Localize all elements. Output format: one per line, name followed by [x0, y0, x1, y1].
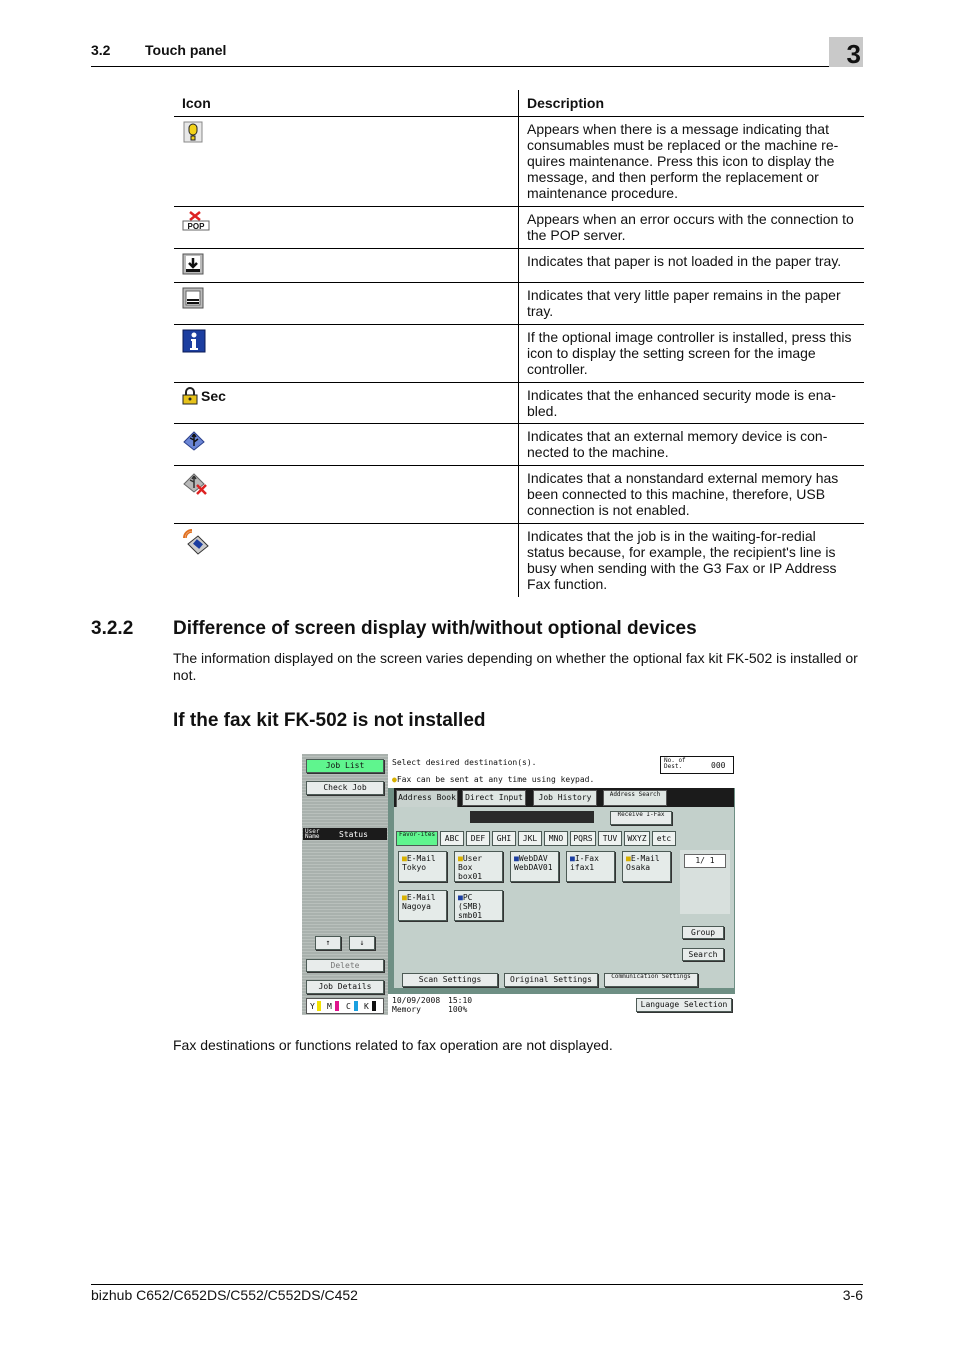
table-row — [174, 207, 864, 249]
security-mode-label: Sec — [201, 388, 226, 404]
footer-model: bizhub C652/C652DS/C552/C552DS/C452 — [91, 1287, 358, 1303]
footer-rule — [91, 1284, 863, 1285]
scroll-up-button[interactable]: ↑ — [315, 936, 341, 950]
index-abc-button[interactable]: ABC — [440, 831, 464, 846]
table-row — [174, 383, 864, 424]
table-cell-description: Indicates that a nonstandard external memory has been connected to this machine, therefore, USB connection is not enabled. — [519, 466, 865, 524]
email-icon: ■ — [626, 854, 631, 863]
index-pqrs-button[interactable]: PQRS — [570, 831, 596, 846]
table-cell-description: Appears when there is a message indicating that consumables must be replaced or the machine re-quires maintenance. Press this icon to display the message, and then perform the replacement or maintenance procedure. — [519, 117, 865, 207]
webdav-icon: ■ — [514, 854, 519, 863]
table-cell-description: Indicates that an external memory device is con-nected to the machine. — [519, 424, 865, 466]
index-jkl-button[interactable]: JKL — [518, 831, 542, 846]
table-cell-description: Indicates that paper is not loaded in the paper tray. — [519, 249, 865, 283]
page-indicator: 1/ 1 — [684, 854, 726, 868]
table-row — [174, 249, 864, 283]
destination-button[interactable] — [622, 851, 671, 882]
check-job-button[interactable]: Check Job — [306, 781, 384, 795]
pop-error-icon — [182, 211, 210, 233]
maintenance-alert-icon — [182, 121, 204, 143]
table-row — [174, 325, 864, 383]
toner-k-label: K — [364, 1002, 369, 1011]
table-row — [174, 466, 864, 524]
scroll-down-button[interactable]: ↓ — [349, 936, 375, 950]
svg-text:POP: POP — [187, 222, 205, 231]
column-user-name: User Name — [305, 828, 320, 840]
status-memory-label: Memory — [392, 1005, 421, 1014]
header-section-number: 3.2 — [91, 42, 111, 58]
section-number: 3.2.2 — [91, 618, 134, 639]
destination-name: WebDAV01 — [514, 863, 553, 872]
status-memory-value: 100% — [448, 1005, 468, 1014]
status-bar — [388, 994, 735, 1015]
page-navigation — [680, 850, 730, 914]
section-title: Difference of screen display with/without optional devices — [173, 618, 697, 639]
message-line-1: Select desired destination(s). — [392, 758, 537, 767]
left-job-panel — [302, 754, 388, 1015]
destination-button[interactable] — [454, 851, 503, 882]
table-cell-description: Indicates that the enhanced security mode is ena-bled. — [519, 383, 865, 424]
destination-count-label: No. of Dest. — [664, 757, 686, 770]
message-area — [388, 754, 735, 788]
tab-address-book[interactable]: Address Book — [396, 790, 458, 809]
table-row — [174, 117, 864, 207]
ifax-icon: ■ — [570, 854, 575, 863]
receive-ifax-button[interactable]: Receive I-Fax — [610, 811, 672, 825]
section-intro: The information displayed on the screen varies depending on whether the optional fax kit FK-502 is installed or not. — [173, 650, 858, 683]
toner-y-bar — [317, 1001, 321, 1011]
tab-direct-input[interactable]: Direct Input — [462, 790, 526, 806]
destination-count: 000 — [711, 761, 726, 770]
chapter-number-badge: 3 — [829, 37, 863, 67]
running-header — [91, 42, 863, 67]
index-etc-button[interactable]: etc — [652, 831, 676, 846]
column-header-icon: Icon — [174, 90, 519, 117]
search-button[interactable]: Search — [682, 948, 724, 961]
table-row — [174, 424, 864, 466]
image-controller-info-icon — [182, 329, 206, 353]
destination-type: PC (SMB) — [458, 893, 483, 911]
destination-button[interactable] — [566, 851, 615, 882]
destination-name: Nagoya — [402, 902, 431, 911]
footer-page-number: 3-6 — [842, 1287, 863, 1303]
user-box-icon: ■ — [458, 854, 463, 863]
icon-description-table — [174, 90, 864, 597]
email-icon: ■ — [402, 854, 407, 863]
index-favorites-button[interactable]: Favor-ites — [396, 831, 438, 846]
language-selection-button[interactable]: Language Selection — [636, 998, 732, 1012]
column-status: Status — [339, 830, 368, 839]
group-button[interactable]: Group — [682, 926, 724, 939]
index-tuv-button[interactable]: TUV — [598, 831, 622, 846]
column-header-description: Description — [519, 90, 865, 117]
destination-button[interactable] — [398, 851, 447, 882]
paper-low-icon — [182, 287, 204, 309]
search-field[interactable] — [470, 811, 594, 823]
index-ghi-button[interactable]: GHI — [492, 831, 516, 846]
destination-type: I-Fax — [574, 854, 599, 863]
pc-smb-icon: ■ — [458, 893, 463, 902]
screenshot-caption: Fax destinations or functions related to fax operation are not displayed. — [173, 1037, 613, 1053]
table-cell-description: If the optional image controller is installed, press this icon to display the setting screen for the image controller. — [519, 325, 865, 383]
usb-memory-disabled-icon — [182, 470, 208, 496]
destination-counter — [660, 756, 734, 774]
destination-type: E-Mail — [630, 854, 660, 863]
job-details-button[interactable]: Job Details — [306, 980, 384, 994]
usb-memory-icon — [182, 428, 206, 452]
destination-button[interactable] — [510, 851, 559, 882]
toner-y-label: Y — [310, 1002, 315, 1011]
toner-m-bar — [335, 1001, 339, 1011]
fax-scan-screen — [388, 754, 735, 1015]
redial-wait-icon — [182, 528, 210, 556]
toner-c-label: C — [346, 1002, 351, 1011]
scan-settings-button[interactable]: Scan Settings — [402, 973, 498, 987]
table-header-row — [174, 90, 864, 117]
status-date: 10/09/2008 — [392, 996, 441, 1005]
destination-type: WebDAV — [518, 854, 548, 863]
destination-name: box01 — [458, 872, 483, 881]
communication-settings-button[interactable]: Communication Settings — [604, 973, 698, 987]
toner-c-bar — [354, 1001, 358, 1011]
subheading: If the fax kit FK-502 is not installed — [173, 710, 486, 731]
message-line-2 — [392, 775, 594, 784]
light-bulb-icon: ● — [392, 775, 397, 784]
destination-name: Tokyo — [402, 863, 427, 872]
destination-button[interactable] — [398, 890, 447, 921]
destination-button[interactable] — [454, 890, 503, 921]
index-wxyz-button[interactable]: WXYZ — [624, 831, 650, 846]
destination-name: ifax1 — [570, 863, 595, 872]
original-settings-button[interactable]: Original Settings — [504, 973, 598, 987]
security-mode-icon — [182, 387, 226, 405]
email-icon: ■ — [402, 893, 407, 902]
toner-m-label: M — [327, 1002, 332, 1011]
paper-empty-icon — [182, 253, 204, 275]
index-def-button[interactable]: DEF — [466, 831, 490, 846]
delete-button[interactable]: Delete — [306, 959, 384, 972]
table-cell-description: Indicates that very little paper remains in the paper tray. — [519, 283, 865, 325]
table-row — [174, 524, 864, 597]
tab-address-search[interactable]: Address Search — [603, 790, 667, 806]
job-list-header — [303, 828, 387, 840]
destination-type: E-Mail — [406, 893, 436, 902]
toner-k-bar — [372, 1001, 376, 1011]
control-panel-screenshot — [302, 754, 735, 1015]
index-mno-button[interactable]: MNO — [544, 831, 568, 846]
job-list-button[interactable]: Job List — [306, 759, 384, 773]
toner-level-indicator — [306, 998, 384, 1014]
header-section-title: Touch panel — [145, 42, 227, 58]
destination-name: Osaka — [626, 863, 651, 872]
status-time: 15:10 — [448, 996, 473, 1005]
destination-type: User Box — [458, 854, 483, 872]
table-cell-description: Indicates that the job is in the waiting-for-redial status because, for example, the recipient's line is busy when sending with the G3 Fax or IP Address Fax function. — [527, 528, 837, 592]
table-cell-description: Appears when an error occurs with the connection to the POP server. — [519, 207, 865, 249]
table-row — [174, 283, 864, 325]
message-line-2-text: Fax can be sent at any time using keypad. — [396, 775, 595, 784]
tab-job-history[interactable]: Job History — [533, 790, 597, 806]
destination-name: smb01 — [458, 911, 483, 920]
destination-type: E-Mail — [406, 854, 436, 863]
